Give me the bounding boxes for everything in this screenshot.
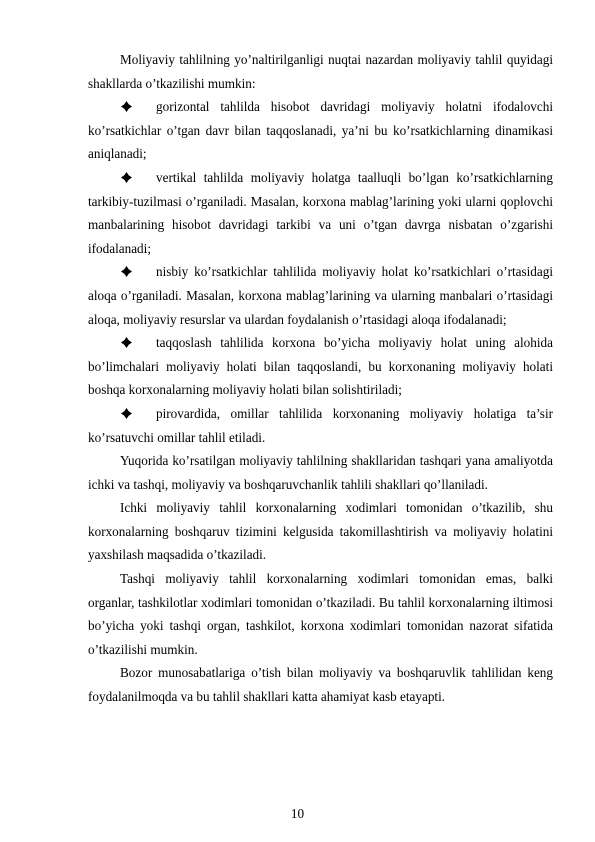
paragraph: Ichki moliyaviy tahlil korxonalarning xodimlari tomonidan o’tkazilib, shu korxonalarning boshqaruv tizimini kelgusida takomillashtirish va moliyaviy holatini yaxshilash maqsadida o’tkaziladi. — [88, 500, 553, 563]
bullet-text: pirovardida, omillar tahlilida korxonaning moliyaviy holatiga ta’sir ko’rsatuvchi omillar tahlil etiladi. — [88, 405, 553, 445]
bullet-text: taqqoslash tahlilida korxona bo’yicha moliyaviy holat uning alohida bo’limchalari moliyaviy holati bilan taqqoslandi, bu korxonaning moliyaviy holati boshqa korxonalarning moliyaviy holati bilan solishtiriladi; — [88, 335, 553, 398]
page-number: 10 — [290, 806, 305, 821]
diamond-bullet-icon — [121, 266, 132, 277]
diamond-bullet-icon — [121, 172, 132, 183]
diamond-bullet-icon — [121, 337, 132, 348]
document-page — [88, 48, 553, 709]
paragraph: Tashqi moliyaviy tahlil korxonalarning xodimlari tomonidan emas, balki organlar, tashkilotlar xodimlari tomonidan o’tkaziladi. Bu tahlil korxonalarning iltimosi bo’yicha yoki tashqi organ, tashkilot, korxona xodimlari tomonidan nazorat sifatida o’tkazilishi mumkin. — [88, 571, 553, 657]
bullet-text: gorizontal tahlilda hisobot davridagi moliyaviy holatni ifodalovchi ko’rsatkichlar o’tgan davr bilan taqqoslanadi, ya’ni bu ko’rsatkichlarning dinamikasi aniqlanadi; — [88, 99, 553, 162]
bullet-item — [88, 331, 553, 402]
paragraph: Moliyaviy tahlilning yo’naltirilganligi nuqtai nazardan moliyaviy tahlil quyidagi shakllarda o’tkazilishi mumkin: — [88, 52, 553, 91]
paragraph: Yuqorida ko’rsatilgan moliyaviy tahlilning shakllaridan tashqari yana amaliyotda ichki va tashqi, moliyaviy va boshqaruvchanlik tahlili shakllari qo’llaniladi. — [88, 453, 553, 492]
bullet-item — [88, 95, 553, 166]
bullet-item — [88, 260, 553, 331]
bullet-item — [88, 402, 553, 449]
bullet-text: vertikal tahlilda moliyaviy holatga taalluqli bo’lgan ko’rsatkichlarning tarkibiy-tuzilmasi o’rganiladi. Masalan, korxona mablag’larining yoki ularni qoplovchi manbalarining hisobot davridagi tarkibi va uni o’tgan davrga nisbatan o’zgarishi ifodalanadi; — [88, 169, 553, 256]
paragraph: Bozor munosabatlariga o’tish bilan moliyaviy va boshqaruvlik tahlilidan keng foydalanilmoqda va bu tahlil shakllari katta ahamiyat kasb etayapti. — [88, 665, 553, 705]
bullet-text: nisbiy ko’rsatkichlar tahlilida moliyaviy holat ko’rsatkichlari o’rtasidagi aloqa o’rganiladi. Masalan, korxona mablag’larining va ularning manbalari o’rtasidagi aloqa, moliyaviy resurslar va ulardan foydalanish o’rtasidagi aloqa ifodalanadi; — [88, 264, 553, 327]
diamond-bullet-icon — [121, 101, 132, 112]
diamond-bullet-icon — [121, 408, 132, 419]
bullet-item — [88, 166, 553, 260]
